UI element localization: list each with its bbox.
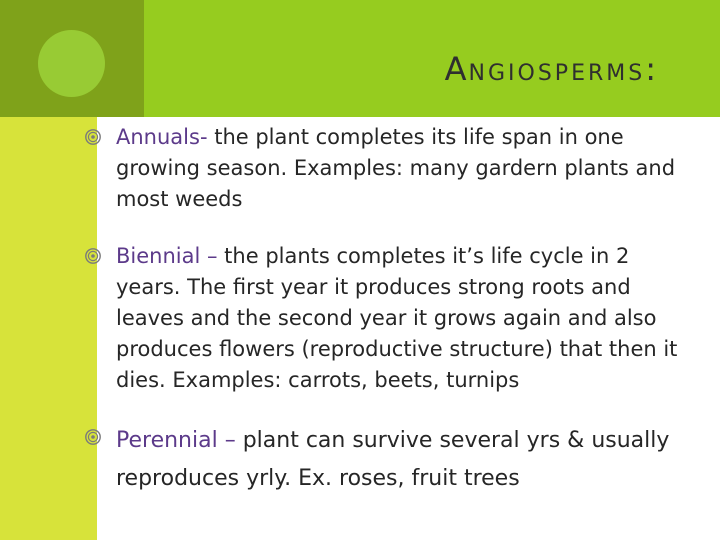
bullet-term: Perennial –	[116, 428, 236, 453]
bullet-text: the plants completes it’s life cycle in 2 years. The first year it produces strong roots and leaves and the second year it grows again and also produces flowers (reproductive structure) that then it dies. Examples: carrots, beets, turnips	[116, 244, 678, 392]
decorative-circle	[38, 30, 105, 97]
list-item	[84, 422, 684, 498]
slide-title	[445, 50, 658, 88]
sun-bullet-icon	[84, 247, 102, 265]
sun-bullet-icon	[84, 128, 102, 146]
list-item	[84, 122, 684, 215]
bullet-term: Biennial –	[116, 244, 218, 268]
title-initial: A	[444, 50, 469, 88]
bullet-list	[84, 122, 684, 524]
bullet-text: the plant completes its life span in one growing season. Examples: many gardern plants and most weeds	[116, 125, 676, 211]
title-colon: :	[645, 50, 658, 88]
title-rest: NGIOSPERMS	[468, 61, 646, 86]
bullet-text: plant can survive several yrs & usually reproduces yrly. Ex. roses, fruit trees	[116, 428, 670, 491]
sun-bullet-icon	[84, 428, 102, 446]
list-item	[84, 241, 684, 396]
bullet-term: Annuals-	[116, 125, 208, 149]
